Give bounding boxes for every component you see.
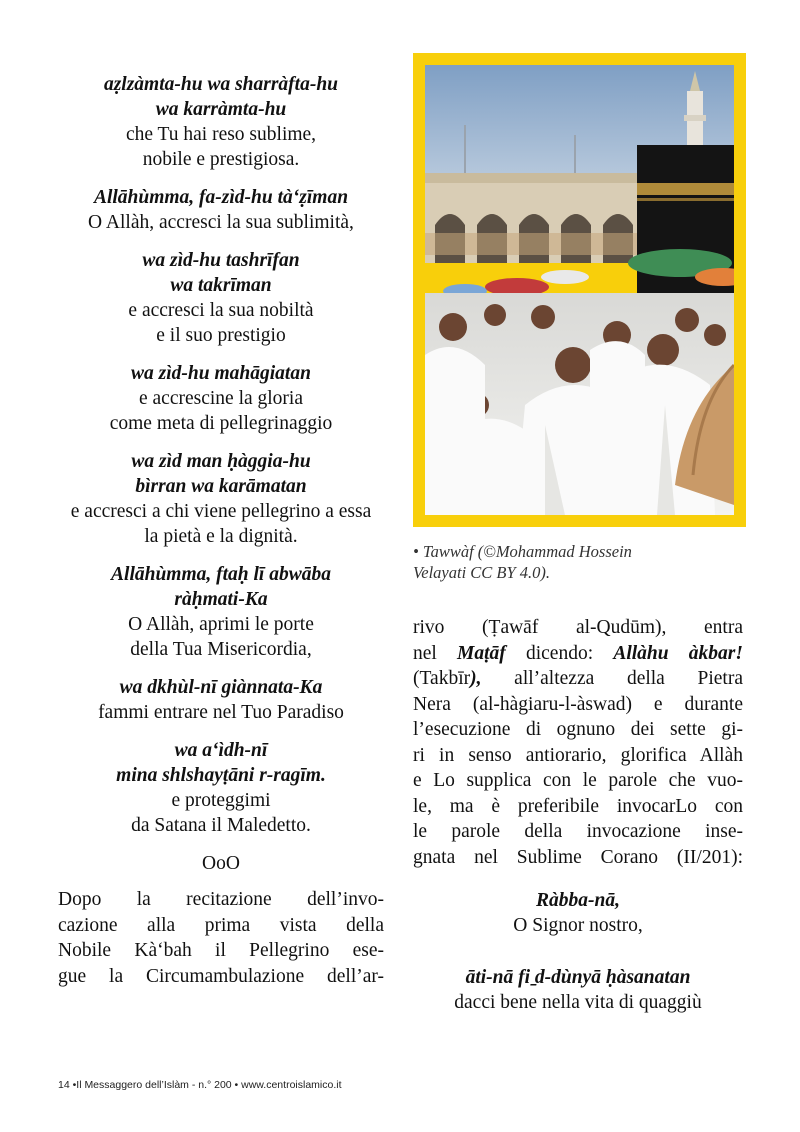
arabic-line: wa zìd-hu mahāgiatan bbox=[131, 363, 311, 384]
quran-stanza-1 bbox=[413, 888, 743, 938]
arabic-line: mina shlshayṭāni r-ragīm. bbox=[116, 765, 326, 786]
italian-line: e accrescine la gloria bbox=[138, 388, 304, 409]
invocation-stanza-1 bbox=[58, 72, 384, 172]
italian-line: la pietà e la dignità. bbox=[144, 526, 298, 547]
paragraph-line: rivo (Ṭawāf al-Qudūm), entra bbox=[413, 617, 743, 638]
arabic-line: Allāhùmma, ftaḥ lī abwāba bbox=[111, 564, 331, 585]
paragraph-line: le, ma è preferibile invocarLo con bbox=[413, 795, 743, 817]
italian-line: e proteggimi bbox=[171, 790, 271, 811]
text-run: dicendo: bbox=[505, 642, 614, 664]
paragraph-line: e Lo supplica con le parole che vuo- bbox=[413, 770, 743, 791]
italian-line: e il suo prestigio bbox=[156, 325, 286, 346]
quran-stanza-2 bbox=[413, 965, 743, 1015]
paragraph-line bbox=[413, 641, 743, 667]
paragraph-line: Nobile Kà‘bah il Pellegrino ese- bbox=[58, 940, 384, 961]
emphasis-text: Maṭāf bbox=[457, 642, 506, 664]
paragraph-line: le parole della invocazione inse- bbox=[413, 821, 743, 842]
paragraph-line: l’esecuzione di ognuno dei sette gi- bbox=[413, 719, 743, 740]
arabic-line: Allāhùmma, fa-zìd-hu tà‘ẓīman bbox=[93, 187, 349, 208]
arabic-line: wa dkhùl-nī giànnata-Ka bbox=[119, 677, 323, 698]
caption-line: • Tawwàf (©Mohammad Hossein bbox=[413, 542, 632, 561]
italian-line: e accresci a chi viene pellegrino a essa bbox=[70, 501, 372, 522]
italian-line: fammi entrare nel Tuo Paradiso bbox=[98, 702, 344, 723]
paragraph-line: gnata nel Sublime Corano (II/201): bbox=[413, 846, 743, 868]
arabic-line: aẓlzàmta-hu wa sharràfta-hu bbox=[103, 74, 339, 95]
invocation-stanza-7 bbox=[58, 675, 384, 725]
arabic-line: wa takrīman bbox=[170, 275, 272, 296]
italian-line: O Allàh, accresci la sua sublimità, bbox=[88, 212, 354, 233]
italian-line: e accresci la sua nobiltà bbox=[128, 300, 314, 321]
arabic-line: wa zìd man ḥàggia-hu bbox=[131, 451, 311, 472]
kaaba-pilgrims-photo bbox=[425, 65, 734, 515]
photo-caption bbox=[413, 541, 753, 583]
paragraph-line: Nera (al-hàgiaru-l-àswad) e durante bbox=[413, 693, 743, 715]
text-run: (Takbīr bbox=[413, 668, 471, 689]
italian-line: come meta di pellegrinaggio bbox=[109, 413, 333, 434]
italian-line: nobile e prestigiosa. bbox=[142, 149, 300, 170]
arabic-line: ràḥmati-Ka bbox=[174, 589, 268, 610]
invocation-stanza-3 bbox=[58, 248, 384, 348]
right-column bbox=[413, 615, 743, 1015]
paragraph-line: Dopo la recitazione dell’invo- bbox=[58, 889, 384, 910]
italian-line: della Tua Misericordia, bbox=[130, 639, 312, 660]
arabic-line: wa zìd-hu tashrīfan bbox=[142, 250, 300, 271]
invocation-stanza-5 bbox=[58, 449, 384, 549]
page-footer: 14 •Il Messaggero dell’Islàm - n.° 200 • www.centroislamico.it bbox=[58, 1079, 342, 1091]
paragraph-line: ri in senso antiorario, glorifica Allàh bbox=[413, 744, 743, 766]
invocation-stanza-4 bbox=[58, 361, 384, 436]
invocation-stanza-6 bbox=[58, 562, 384, 662]
emphasis-text: ), bbox=[470, 668, 482, 689]
section-separator: OoO bbox=[202, 853, 240, 874]
arabic-line: bìrran wa karāmatan bbox=[135, 476, 307, 497]
text-run: all’altezza della Pietra bbox=[481, 668, 743, 689]
italian-line: che Tu hai reso sublime, bbox=[125, 124, 317, 145]
arabic-line: Ràbba-nā, bbox=[536, 890, 620, 911]
invocation-stanza-8 bbox=[58, 738, 384, 838]
paragraph-line: gue la Circumambulazione dell’ar- bbox=[58, 965, 384, 987]
paragraph-line bbox=[413, 666, 743, 692]
italian-line: O Allàh, aprimi le porte bbox=[128, 614, 314, 635]
body-paragraph bbox=[58, 887, 384, 989]
italian-line: dacci bene nella vita di quaggiù bbox=[454, 992, 702, 1013]
left-column bbox=[58, 72, 384, 989]
caption-line: Velayati CC BY 4.0). bbox=[413, 563, 551, 582]
italian-line: da Satana il Maledetto. bbox=[131, 815, 311, 836]
arabic-line: wa karràmta-hu bbox=[155, 99, 287, 120]
paragraph-line: cazione alla prima vista della bbox=[58, 914, 384, 936]
invocation-stanza-2 bbox=[58, 185, 384, 235]
photo-frame bbox=[413, 53, 746, 527]
text-run: nel bbox=[413, 642, 458, 664]
emphasis-text: Allàhu àkbar! bbox=[613, 642, 743, 664]
italian-line: O Signor nostro, bbox=[513, 915, 643, 936]
arabic-line: wa a‘ìdh-nī bbox=[174, 740, 268, 761]
arabic-line: āti-nā fi ̱d-dùnyā ḥàsanatan bbox=[465, 967, 691, 988]
